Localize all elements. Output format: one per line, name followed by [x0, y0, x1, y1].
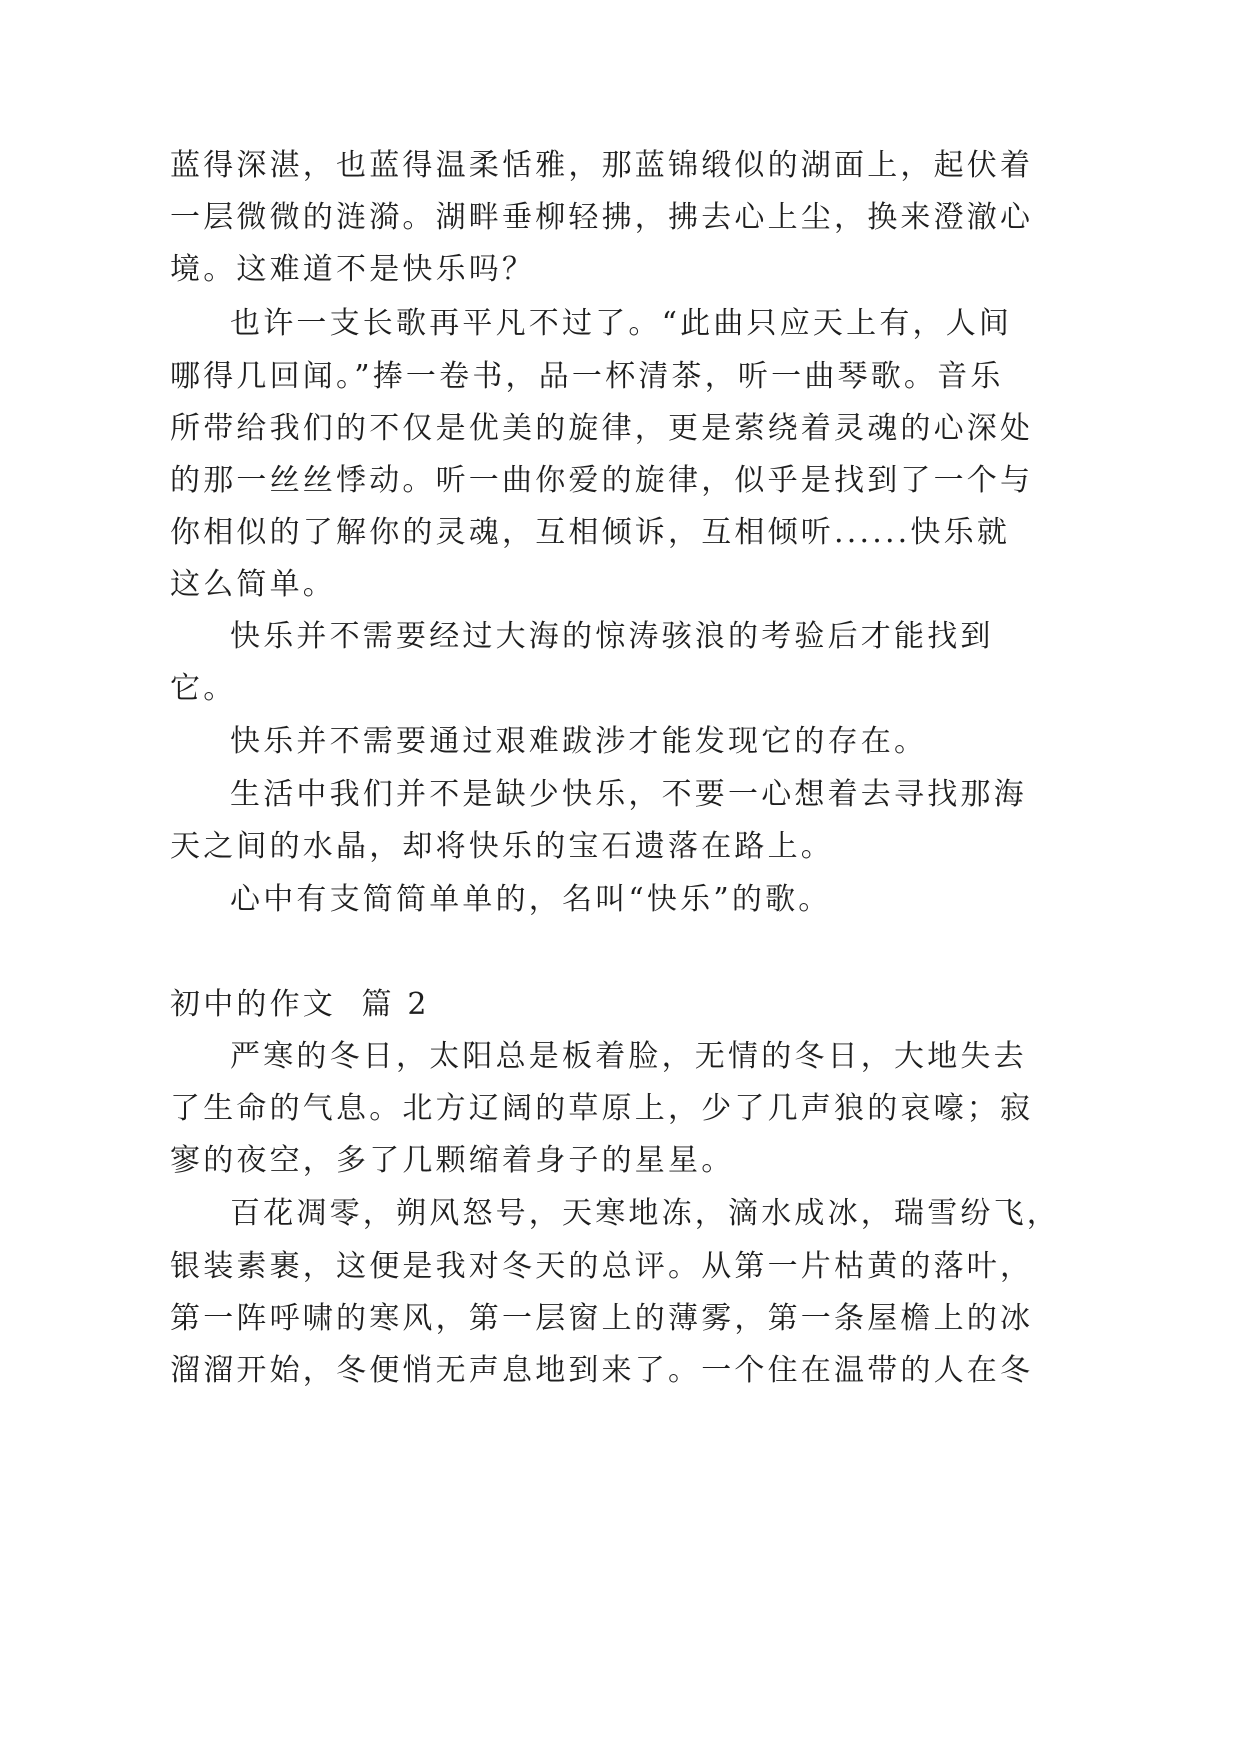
- paragraph-first-line: 快乐并不需要通过艰难跋涉才能发现它的存在。: [230, 724, 928, 759]
- text-line: 银装素裹，这便是我对冬天的总评。从第一片枯黄的落叶，: [170, 1249, 1034, 1284]
- text-line: 天之间的水晶，却将快乐的宝石遗落在路上。: [170, 829, 834, 864]
- section-heading: 初中的作文 篇 2: [170, 987, 430, 1022]
- text-line: 所带给我们的不仅是优美的旋律，更是萦绕着灵魂的心深处: [170, 411, 1034, 446]
- paragraph-first-line: 百花凋零，朔风怒号，天寒地冻，滴水成冰，瑞雪纷飞，: [230, 1196, 1060, 1231]
- text-line: 哪得几回闻。”捧一卷书，品一杯清茶，听一曲琴歌。音乐: [170, 359, 1004, 394]
- paragraph-first-line: 生活中我们并不是缺少快乐，不要一心想着去寻找那海: [230, 777, 1027, 812]
- text-line: 境。这难道不是快乐吗？: [170, 252, 536, 287]
- text-line: 溜溜开始，冬便悄无声息地到来了。一个住在温带的人在冬: [170, 1353, 1034, 1388]
- text-line: 蓝得深湛，也蓝得温柔恬雅，那蓝锦缎似的湖面上，起伏着: [170, 148, 1034, 183]
- text-line: 的那一丝丝悸动。听一曲你爱的旋律，似乎是找到了一个与: [170, 463, 1034, 498]
- text-line: 第一阵呼啸的寒风，第一层窗上的薄雾，第一条屋檐上的冰: [170, 1301, 1034, 1336]
- paragraph-first-line: 也许一支长歌再平凡不过了。“此曲只应天上有，人间: [230, 306, 1013, 341]
- text-line: 寥的夜空，多了几颗缩着身子的星星。: [170, 1143, 735, 1178]
- text-line: 你相似的了解你的灵魂，互相倾诉，互相倾听......快乐就: [170, 515, 1011, 550]
- paragraph-first-line: 心中有支简简单单的，名叫“快乐”的歌。: [230, 882, 832, 917]
- text-line: 了生命的气息。北方辽阔的草原上，少了几声狼的哀嚎；寂: [170, 1091, 1034, 1126]
- paragraph-first-line: 严寒的冬日，太阳总是板着脸，无情的冬日，大地失去: [230, 1039, 1027, 1074]
- paragraph-first-line: 快乐并不需要经过大海的惊涛骇浪的考验后才能找到: [230, 619, 994, 654]
- text-line: 它。: [170, 671, 237, 706]
- text-line: 这么简单。: [170, 567, 336, 602]
- text-line: 一层微微的涟漪。湖畔垂柳轻拂，拂去心上尘，换来澄澈心: [170, 200, 1034, 235]
